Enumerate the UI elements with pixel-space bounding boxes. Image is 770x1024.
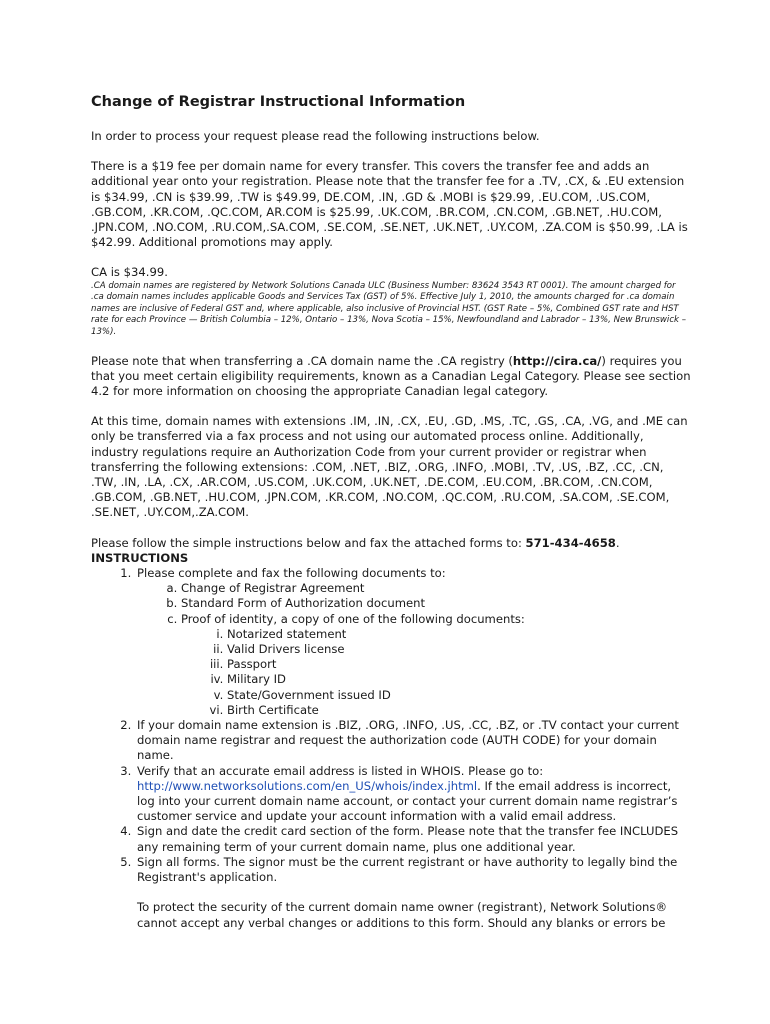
cira-link[interactable]: http://cira.ca/ (512, 353, 602, 368)
list-item: 2. If your domain name extension is .BIZ, .ORG, .INFO, .US, .CC, .BZ, or .TV contact your current domain name registrar and request the authorization code (AUTH CODE) for your domain name. (135, 718, 691, 764)
document-body (91, 92, 691, 931)
whois-link[interactable]: http://www.networksolutions.com/en_US/whois/index.jhtml (137, 778, 478, 793)
step-1-text: Please complete and fax the following documents to: (137, 566, 446, 581)
list-item: b. Standard Form of Authorization document (181, 596, 691, 611)
step-3-text-after: . If the email address is incorrect, log into your current domain name account, or contact your current domain name registrar’s customer service and update your account information with a valid email address. (137, 778, 678, 824)
ca-price: CA is $34.99. (91, 265, 168, 280)
fax-number: 571-434-4658 (525, 535, 616, 550)
list-item: 4. Sign and date the credit card section of the form. Please note that the transfer fee INCLUDES any remaining term of your current domain name, plus one additional year. (135, 824, 691, 854)
list-item: vi. Birth Certificate (227, 703, 691, 718)
cira-text-after: ) requires you that you meet certain eligibility requirements, known as a Canadian Legal Category. Please see section 4.2 for more information on choosing the appropriate Canadian legal category. (91, 353, 691, 398)
list-item (181, 612, 691, 718)
instructions-heading: INSTRUCTIONS (91, 550, 189, 565)
list-item (135, 566, 691, 718)
page-title: Change of Registrar Instructional Information (91, 94, 466, 110)
cira-text-before: Please note that when transferring a .CA domain name the .CA registry ( (91, 353, 513, 368)
step-5-text: 5. Sign all forms. The signor must be the current registrant or have authority to legally bind the Registrant's application. (137, 854, 678, 885)
list-item (135, 764, 691, 825)
follow-end: . (615, 535, 620, 550)
follow-instructions (91, 536, 691, 551)
list-item: iv. Military ID (227, 672, 691, 687)
security-note: To protect the security of the current domain name owner (registrant), Network Solutions® cannot accept any verbal changes or additions to this form. Should any blanks or errors be (137, 900, 668, 930)
list-item: ii. Valid Drivers license (227, 642, 691, 657)
fax-only-paragraph: At this time, domain names with extensions .IM, .IN, .CX, .EU, .GD, .MS, .TC, .GS, .CA, .VG, and .ME can only be transferred via a fax process and not using our automated process online. Additionally, industry regulations require an Authorization Code from your current provider or registrar when transferring the following extensions: .COM, .NET, .BIZ, .ORG, .INFO, .MOBI, .TV, .US, .BZ, .CC, .CN, .TW, .IN, .LA, .CX, .AR.COM, .US.COM, .UK.COM, .UK.NET, .DE.COM, .EU.COM, .BR.COM, .CN.COM, .GB.COM, .GB.NET, .HU.COM, .JPN.COM, .KR.COM, .NO.COM, .QC.COM, .RU.COM, .SA.COM, .SE.COM, .SE.NET, .UY.COM,.ZA.COM. (91, 414, 688, 520)
identity-documents-list (181, 627, 691, 718)
list-item: iii. Passport (227, 657, 691, 672)
list-item: a. Change of Registrar Agreement (181, 581, 691, 596)
documents-list (137, 581, 691, 718)
list-item: i. Notarized statement (227, 627, 691, 642)
instructions-list (91, 566, 691, 931)
intro-paragraph: In order to process your request please read the following instructions below. (91, 129, 540, 143)
proof-of-identity-text: Proof of identity, a copy of one of the following documents: (181, 611, 525, 626)
list-item (135, 855, 691, 931)
ca-tax-note: .CA domain names are registered by Network Solutions Canada ULC (Business Number: 83624 3543 RT 0001). The amount charged for .ca domain names includes applicable Goods and Services Tax (GST) of 5%. Effective July 1, 2010, the amounts charged for .ca domain names are inclusive of Federal GST and, where applicable, also inclusive of Provincial HST. (GST Rate – 5%, Combined GST rate and HST rate for each Province — British Columbia – 12%, Ontario – 13%, Nova Scotia – 15%, Newfoundland and Labrador – 13%, New Brunswick – 13%). (91, 280, 687, 337)
cira-paragraph (91, 354, 691, 400)
fee-paragraph: There is a $19 fee per domain name for every transfer. This covers the transfer fee and adds an additional year onto your registration. Please note that the transfer fee for a .TV, .CX, & .EU extension is $34.99, .CN is $39.99, .TW is $49.99, DE.COM, .IN, .GD & .MOBI is $29.99, .EU.COM, .US.COM, .GB.COM, .KR.COM, .QC.COM, AR.COM is $25.99, .UK.COM, .BR.COM, .CN.COM, .GB.NET, .HU.COM, .JPN.COM, .NO.COM, .RU.COM,.SA.COM, .SE.COM, .SE.NET, .UK.NET, .UY.COM, .ZA.COM is $50.99, .LA is $42.99. Additional promotions may apply. (91, 159, 688, 250)
step-3-text-before: Verify that an accurate email address is listed in WHOIS. Please go to: (137, 763, 544, 778)
follow-text: Please follow the simple instructions below and fax the attached forms to: (91, 535, 526, 550)
list-item: v. State/Government issued ID (227, 688, 691, 703)
